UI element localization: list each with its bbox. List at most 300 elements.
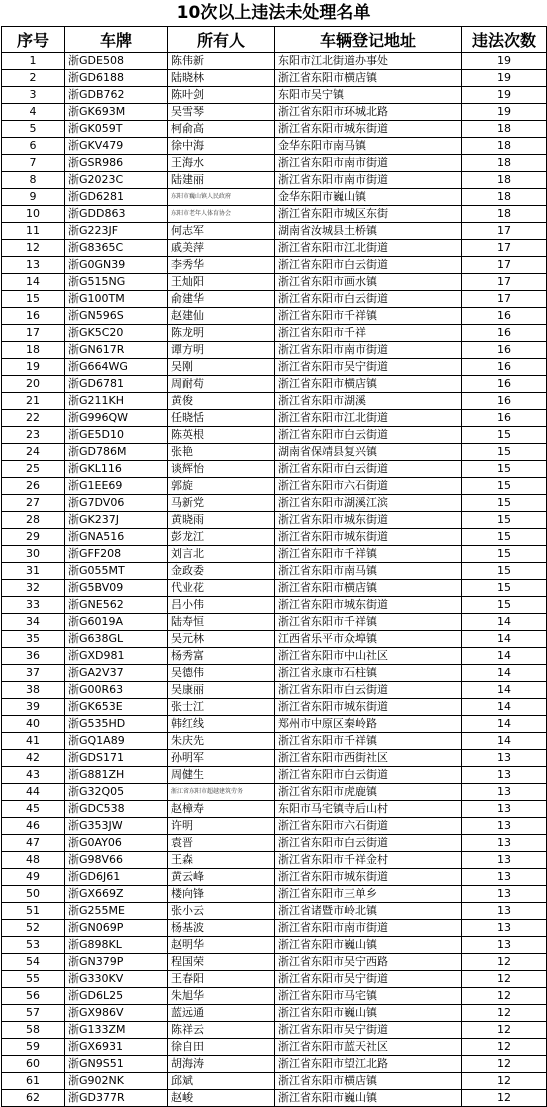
cell-address: 浙江省东阳市城东街道 [275, 121, 462, 138]
cell-seq: 53 [2, 937, 65, 954]
cell-owner: 王海水 [168, 155, 275, 172]
cell-plate: 浙G664WG [65, 359, 168, 376]
cell-plate: 浙GD6L25 [65, 988, 168, 1005]
cell-count: 14 [462, 733, 547, 750]
cell-address: 湖南省汝城县土桥镇 [275, 223, 462, 240]
cell-address: 浙江省东阳市蓝天社区 [275, 1039, 462, 1056]
cell-plate: 浙GDS171 [65, 750, 168, 767]
cell-owner: 金政委 [168, 563, 275, 580]
header-plate: 车牌 [65, 27, 168, 53]
cell-plate: 浙GD377R [65, 1090, 168, 1107]
cell-address: 浙江省东阳市城东街道 [275, 699, 462, 716]
cell-address: 浙江省东阳市白云街道 [275, 257, 462, 274]
cell-seq: 19 [2, 359, 65, 376]
cell-count: 12 [462, 1073, 547, 1090]
cell-count: 17 [462, 240, 547, 257]
cell-plate: 浙GN069P [65, 920, 168, 937]
cell-seq: 31 [2, 563, 65, 580]
cell-count: 12 [462, 1090, 547, 1107]
cell-owner: 戚美萍 [168, 240, 275, 257]
cell-plate: 浙GD6188 [65, 70, 168, 87]
cell-seq: 2 [2, 70, 65, 87]
cell-owner: 吴元林 [168, 631, 275, 648]
cell-address: 浙江省东阳市千祥 [275, 325, 462, 342]
cell-address: 浙江省东阳市巍山镇 [275, 937, 462, 954]
table-row [2, 699, 547, 716]
table-row [2, 580, 547, 597]
cell-count: 14 [462, 682, 547, 699]
cell-seq: 14 [2, 274, 65, 291]
cell-address: 浙江省东阳市画水镇 [275, 274, 462, 291]
cell-count: 18 [462, 172, 547, 189]
cell-seq: 54 [2, 954, 65, 971]
cell-owner: 陈英根 [168, 427, 275, 444]
table-row [2, 257, 547, 274]
cell-owner: 黄俊 [168, 393, 275, 410]
cell-owner: 张士江 [168, 699, 275, 716]
cell-plate: 浙GX986V [65, 1005, 168, 1022]
cell-count: 13 [462, 835, 547, 852]
cell-seq: 55 [2, 971, 65, 988]
cell-plate: 浙G98V66 [65, 852, 168, 869]
cell-seq: 32 [2, 580, 65, 597]
cell-address: 浙江省东阳市南市街道 [275, 172, 462, 189]
cell-seq: 9 [2, 189, 65, 206]
cell-seq: 62 [2, 1090, 65, 1107]
cell-plate: 浙G638GL [65, 631, 168, 648]
cell-plate: 浙GNA516 [65, 529, 168, 546]
cell-count: 13 [462, 818, 547, 835]
header-row [2, 27, 547, 53]
cell-address: 浙江省东阳市六石街道 [275, 818, 462, 835]
cell-seq: 8 [2, 172, 65, 189]
table-row [2, 461, 547, 478]
cell-seq: 10 [2, 206, 65, 223]
cell-address: 浙江省诸暨市岭北镇 [275, 903, 462, 920]
cell-owner: 吴刚 [168, 359, 275, 376]
cell-plate: 浙GK693M [65, 104, 168, 121]
cell-count: 18 [462, 189, 547, 206]
cell-seq: 26 [2, 478, 65, 495]
table-row [2, 682, 547, 699]
cell-seq: 49 [2, 869, 65, 886]
table-row [2, 291, 547, 308]
cell-seq: 57 [2, 1005, 65, 1022]
cell-seq: 42 [2, 750, 65, 767]
cell-plate: 浙G881ZH [65, 767, 168, 784]
cell-owner: 蓝远通 [168, 1005, 275, 1022]
cell-seq: 50 [2, 886, 65, 903]
cell-seq: 38 [2, 682, 65, 699]
table-row [2, 223, 547, 240]
cell-count: 13 [462, 767, 547, 784]
cell-address: 浙江省东阳市城东街道 [275, 529, 462, 546]
cell-seq: 40 [2, 716, 65, 733]
cell-plate: 浙GXD981 [65, 648, 168, 665]
cell-plate: 浙GD6J61 [65, 869, 168, 886]
cell-address: 浙江省东阳市千祥镇 [275, 546, 462, 563]
cell-count: 17 [462, 257, 547, 274]
table-row [2, 852, 547, 869]
cell-owner: 谈辉怡 [168, 461, 275, 478]
cell-address: 浙江省东阳市白云街道 [275, 461, 462, 478]
cell-seq: 11 [2, 223, 65, 240]
cell-plate: 浙GKV479 [65, 138, 168, 155]
page-title: 10次以上违法未处理名单 [176, 3, 371, 23]
cell-seq: 41 [2, 733, 65, 750]
cell-count: 12 [462, 1022, 547, 1039]
cell-count: 16 [462, 376, 547, 393]
cell-plate: 浙G133ZM [65, 1022, 168, 1039]
cell-count: 18 [462, 121, 547, 138]
cell-owner: 周健生 [168, 767, 275, 784]
cell-count: 18 [462, 155, 547, 172]
cell-seq: 5 [2, 121, 65, 138]
cell-count: 12 [462, 954, 547, 971]
cell-address: 浙江省东阳市城东街道 [275, 512, 462, 529]
cell-count: 13 [462, 750, 547, 767]
cell-count: 14 [462, 699, 547, 716]
cell-plate: 浙G535HD [65, 716, 168, 733]
cell-address: 浙江省东阳市湖溪江滨 [275, 495, 462, 512]
cell-owner: 吴德伟 [168, 665, 275, 682]
cell-count: 16 [462, 308, 547, 325]
table-row [2, 189, 547, 206]
cell-owner: 程国荣 [168, 954, 275, 971]
cell-owner: 徐自田 [168, 1039, 275, 1056]
cell-address: 浙江省东阳市虎鹿镇 [275, 784, 462, 801]
cell-plate: 浙GD6781 [65, 376, 168, 393]
cell-owner: 张艳 [168, 444, 275, 461]
cell-plate: 浙GX6931 [65, 1039, 168, 1056]
cell-plate: 浙GN617R [65, 342, 168, 359]
cell-count: 15 [462, 461, 547, 478]
cell-plate: 浙GKL116 [65, 461, 168, 478]
cell-owner: 彭龙江 [168, 529, 275, 546]
cell-owner: 东阳市巍山镇人民政府 [168, 189, 275, 206]
cell-seq: 59 [2, 1039, 65, 1056]
table-row [2, 801, 547, 818]
cell-plate: 浙GA2V37 [65, 665, 168, 682]
cell-address: 浙江省东阳市横店镇 [275, 1073, 462, 1090]
table-row [2, 886, 547, 903]
cell-owner: 陈龙明 [168, 325, 275, 342]
table-row [2, 869, 547, 886]
cell-count: 19 [462, 70, 547, 87]
cell-plate: 浙GE5D10 [65, 427, 168, 444]
cell-address: 浙江省东阳市吴宁街道 [275, 1022, 462, 1039]
cell-address: 浙江省东阳市环城北路 [275, 104, 462, 121]
cell-count: 12 [462, 1039, 547, 1056]
cell-owner: 吕小伟 [168, 597, 275, 614]
cell-owner: 徐中海 [168, 138, 275, 155]
table-row [2, 308, 547, 325]
cell-seq: 28 [2, 512, 65, 529]
table-row [2, 937, 547, 954]
cell-plate: 浙G32Q05 [65, 784, 168, 801]
cell-plate: 浙G0AY06 [65, 835, 168, 852]
cell-plate: 浙G055MT [65, 563, 168, 580]
cell-plate: 浙GQ1A89 [65, 733, 168, 750]
cell-seq: 25 [2, 461, 65, 478]
cell-count: 14 [462, 665, 547, 682]
cell-owner: 王森 [168, 852, 275, 869]
table-row [2, 444, 547, 461]
table-row [2, 563, 547, 580]
cell-plate: 浙GSR986 [65, 155, 168, 172]
cell-plate: 浙GDE508 [65, 53, 168, 70]
cell-address: 浙江省东阳市湖溪 [275, 393, 462, 410]
cell-seq: 16 [2, 308, 65, 325]
cell-address: 浙江省东阳市千祥金村 [275, 852, 462, 869]
cell-count: 13 [462, 903, 547, 920]
cell-owner: 胡海涛 [168, 1056, 275, 1073]
cell-count: 12 [462, 1056, 547, 1073]
cell-address: 浙江省东阳市横店镇 [275, 580, 462, 597]
cell-owner: 赵建仙 [168, 308, 275, 325]
cell-seq: 17 [2, 325, 65, 342]
cell-seq: 44 [2, 784, 65, 801]
cell-owner: 朱庆先 [168, 733, 275, 750]
cell-address: 浙江省东阳市千祥镇 [275, 733, 462, 750]
cell-seq: 36 [2, 648, 65, 665]
table-row [2, 274, 547, 291]
cell-address: 东阳市马宅镇寺后山村 [275, 801, 462, 818]
table-row [2, 342, 547, 359]
cell-plate: 浙G7DV06 [65, 495, 168, 512]
table-row [2, 784, 547, 801]
cell-count: 15 [462, 529, 547, 546]
table-row [2, 529, 547, 546]
table-row [2, 546, 547, 563]
cell-plate: 浙G5BV09 [65, 580, 168, 597]
cell-plate: 浙G100TM [65, 291, 168, 308]
cell-plate: 浙G8365C [65, 240, 168, 257]
cell-plate: 浙G255ME [65, 903, 168, 920]
table-row [2, 835, 547, 852]
cell-owner: 陆建丽 [168, 172, 275, 189]
cell-owner: 陆寿恒 [168, 614, 275, 631]
cell-seq: 12 [2, 240, 65, 257]
table-body [2, 53, 547, 1107]
cell-plate: 浙G996QW [65, 410, 168, 427]
table-row [2, 70, 547, 87]
table-row [2, 206, 547, 223]
cell-seq: 6 [2, 138, 65, 155]
table-row [2, 1056, 547, 1073]
table-row [2, 393, 547, 410]
table-row [2, 1022, 547, 1039]
cell-count: 18 [462, 206, 547, 223]
cell-count: 15 [462, 563, 547, 580]
cell-seq: 52 [2, 920, 65, 937]
cell-seq: 18 [2, 342, 65, 359]
cell-owner: 赵峻 [168, 1090, 275, 1107]
cell-seq: 35 [2, 631, 65, 648]
cell-owner: 韩红线 [168, 716, 275, 733]
cell-count: 13 [462, 937, 547, 954]
header-count: 违法次数 [462, 27, 547, 53]
cell-seq: 24 [2, 444, 65, 461]
cell-seq: 46 [2, 818, 65, 835]
header-seq: 序号 [2, 27, 65, 53]
table-row [2, 818, 547, 835]
cell-plate: 浙G223JF [65, 223, 168, 240]
cell-address: 浙江省东阳市南市街道 [275, 920, 462, 937]
cell-address: 浙江省东阳市城东街道 [275, 597, 462, 614]
cell-owner: 孙明军 [168, 750, 275, 767]
cell-seq: 58 [2, 1022, 65, 1039]
table-row [2, 155, 547, 172]
cell-seq: 51 [2, 903, 65, 920]
table-row [2, 138, 547, 155]
table-row [2, 87, 547, 104]
cell-seq: 15 [2, 291, 65, 308]
cell-seq: 56 [2, 988, 65, 1005]
cell-owner: 杨秀富 [168, 648, 275, 665]
cell-seq: 37 [2, 665, 65, 682]
cell-owner: 赵樟寿 [168, 801, 275, 818]
cell-count: 14 [462, 716, 547, 733]
cell-plate: 浙G898KL [65, 937, 168, 954]
cell-count: 13 [462, 852, 547, 869]
table-row [2, 325, 547, 342]
cell-address: 浙江省东阳市横店镇 [275, 70, 462, 87]
cell-plate: 浙G6019A [65, 614, 168, 631]
table-row [2, 631, 547, 648]
cell-count: 16 [462, 342, 547, 359]
cell-seq: 3 [2, 87, 65, 104]
cell-address: 浙江省东阳市巍山镇 [275, 1005, 462, 1022]
cell-plate: 浙G0GN39 [65, 257, 168, 274]
cell-address: 金华东阳市巍山镇 [275, 189, 462, 206]
cell-address: 浙江省东阳市巍山镇 [275, 1090, 462, 1107]
cell-owner: 陈祥云 [168, 1022, 275, 1039]
cell-plate: 浙GDB762 [65, 87, 168, 104]
cell-seq: 47 [2, 835, 65, 852]
cell-address: 浙江省东阳市城区东街 [275, 206, 462, 223]
table-row [2, 988, 547, 1005]
cell-plate: 浙GD786M [65, 444, 168, 461]
table-row [2, 1090, 547, 1107]
cell-count: 15 [462, 478, 547, 495]
cell-owner: 袁晋 [168, 835, 275, 852]
cell-address: 东阳市吴宁镇 [275, 87, 462, 104]
cell-count: 15 [462, 444, 547, 461]
cell-count: 17 [462, 223, 547, 240]
cell-address: 浙江省东阳市江北街道 [275, 240, 462, 257]
cell-plate: 浙GK059T [65, 121, 168, 138]
cell-count: 12 [462, 971, 547, 988]
cell-count: 19 [462, 53, 547, 70]
table-row [2, 376, 547, 393]
cell-count: 15 [462, 512, 547, 529]
cell-count: 17 [462, 274, 547, 291]
cell-owner: 李秀华 [168, 257, 275, 274]
cell-count: 13 [462, 869, 547, 886]
table-row [2, 172, 547, 189]
cell-count: 14 [462, 631, 547, 648]
cell-owner: 陈叶剑 [168, 87, 275, 104]
cell-seq: 13 [2, 257, 65, 274]
cell-address: 浙江省东阳市吴宁街道 [275, 971, 462, 988]
cell-owner: 张小云 [168, 903, 275, 920]
cell-owner: 何志军 [168, 223, 275, 240]
table-row [2, 495, 547, 512]
cell-address: 浙江省东阳市三单乡 [275, 886, 462, 903]
cell-seq: 21 [2, 393, 65, 410]
cell-seq: 45 [2, 801, 65, 818]
cell-seq: 23 [2, 427, 65, 444]
cell-count: 15 [462, 580, 547, 597]
cell-count: 13 [462, 886, 547, 903]
cell-seq: 60 [2, 1056, 65, 1073]
cell-plate: 浙GK5C20 [65, 325, 168, 342]
cell-plate: 浙GK237J [65, 512, 168, 529]
table-row [2, 1073, 547, 1090]
cell-address: 浙江省东阳市望江北路 [275, 1056, 462, 1073]
cell-owner: 朱旭华 [168, 988, 275, 1005]
cell-address: 浙江省东阳市中山社区 [275, 648, 462, 665]
cell-owner: 陈伟新 [168, 53, 275, 70]
cell-seq: 29 [2, 529, 65, 546]
cell-seq: 33 [2, 597, 65, 614]
cell-seq: 39 [2, 699, 65, 716]
cell-seq: 48 [2, 852, 65, 869]
violation-table [1, 26, 547, 1107]
cell-owner: 楼向锋 [168, 886, 275, 903]
cell-address: 浙江省永康市石柱镇 [275, 665, 462, 682]
cell-owner: 谭方明 [168, 342, 275, 359]
cell-owner: 马新党 [168, 495, 275, 512]
cell-owner: 吴雪琴 [168, 104, 275, 121]
cell-owner: 赵明华 [168, 937, 275, 954]
cell-owner: 任晓恬 [168, 410, 275, 427]
cell-count: 13 [462, 801, 547, 818]
cell-plate: 浙GNE562 [65, 597, 168, 614]
table-row [2, 1039, 547, 1056]
cell-count: 13 [462, 920, 547, 937]
cell-plate: 浙G1EE69 [65, 478, 168, 495]
cell-address: 浙江省东阳市吴宁西路 [275, 954, 462, 971]
cell-owner: 浙江省东阳市超越建筑劳务 [168, 784, 275, 801]
table-row [2, 53, 547, 70]
cell-address: 郑州市中原区秦岭路 [275, 716, 462, 733]
cell-owner: 周耐苟 [168, 376, 275, 393]
cell-plate: 浙GK653E [65, 699, 168, 716]
table-row [2, 971, 547, 988]
cell-address: 浙江省东阳市南市街道 [275, 342, 462, 359]
cell-owner: 黄云峰 [168, 869, 275, 886]
table-row [2, 410, 547, 427]
cell-plate: 浙G211KH [65, 393, 168, 410]
cell-plate: 浙GX669Z [65, 886, 168, 903]
cell-address: 浙江省东阳市南马镇 [275, 563, 462, 580]
cell-seq: 61 [2, 1073, 65, 1090]
table-row [2, 903, 547, 920]
cell-count: 19 [462, 87, 547, 104]
cell-address: 浙江省东阳市南市街道 [275, 155, 462, 172]
cell-owner: 吴康丽 [168, 682, 275, 699]
cell-owner: 陆晓林 [168, 70, 275, 87]
cell-owner: 邱斌 [168, 1073, 275, 1090]
cell-address: 浙江省东阳市城东街道 [275, 869, 462, 886]
cell-address: 浙江省东阳市白云街道 [275, 767, 462, 784]
table-row [2, 648, 547, 665]
cell-address: 东阳市江北街道办事处 [275, 53, 462, 70]
cell-address: 浙江省东阳市白云街道 [275, 835, 462, 852]
cell-address: 浙江省东阳市吴宁街道 [275, 359, 462, 376]
